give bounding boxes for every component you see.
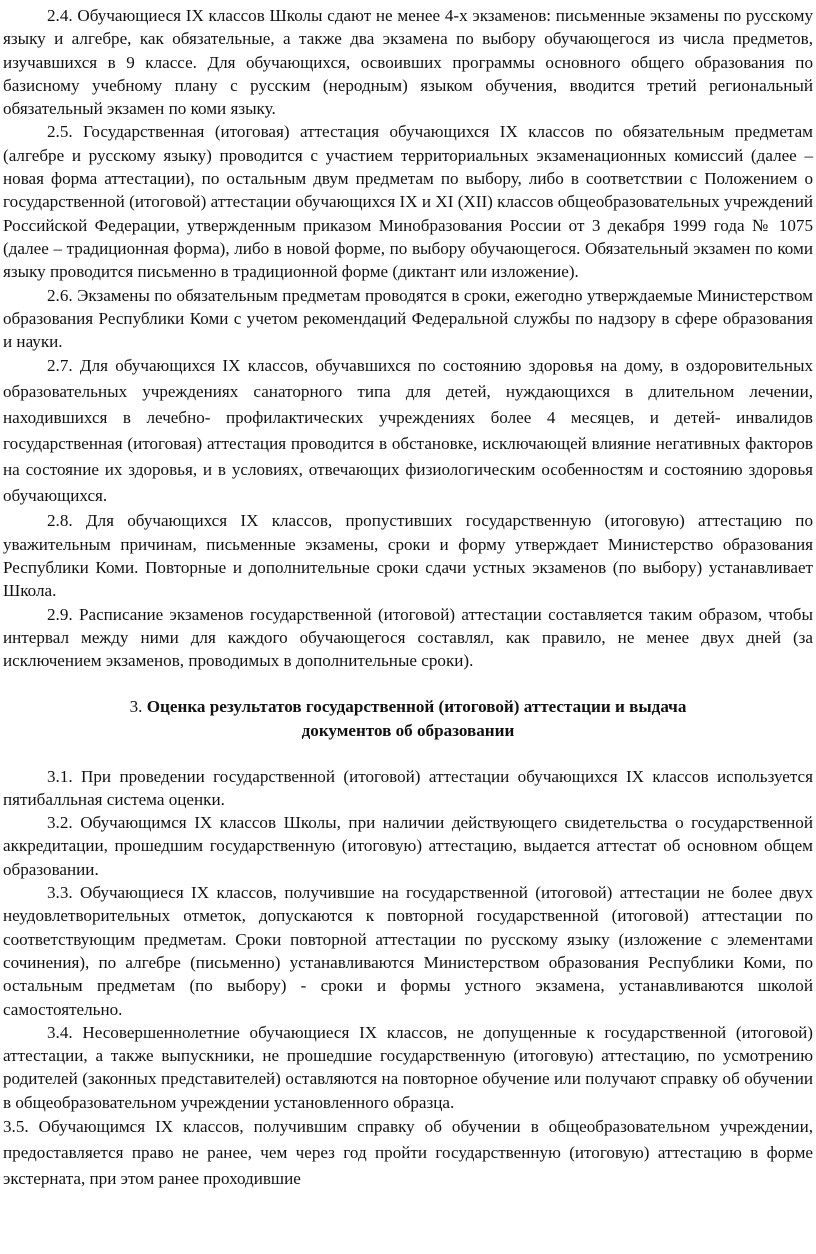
section-3-title-part-2: документов об образовании <box>301 720 515 740</box>
paragraph-3-2: 3.2. Обучающимся IX классов Школы, при наличии действующего свидетельства о государственной аккредитации, прошедшим государственную (итоговую) аттестацию, выдается аттестат об основном общем образовании. <box>3 813 813 879</box>
paragraph-2-4: 2.4. Обучающиеся IX классов Школы сдают не менее 4-х экзаменов: письменные экзамены по русскому языку и алгебре, как обязательные, а также два экзамена по выбору обучающегося из числа предметов, изучавшихся в 9 классе. Для обучающихся, освоивших программы основного общего образования по базисному учебному плану с русским (неродным) языком обучения, вводится третий региональный обязательный экзамен по коми языку. <box>3 6 813 119</box>
paragraph-2-8: 2.8. Для обучающихся IX классов, пропустивших государственную (итоговую) аттестацию по уважительным причинам, письменные экзамены, сроки и форму утверждает Министерство образования Республики Коми. Повторные и дополнительные сроки сдачи устных экзаменов (по выбору) устанавливает Школа. <box>3 511 813 601</box>
section-3-title-part-1: Оценка результатов государственной (итоговой) аттестации и выдача <box>146 696 687 716</box>
paragraph-2-6: 2.6. Экзамены по обязательным предметам проводятся в сроки, ежегодно утверждаемые Министерством образования Республики Коми с учетом рекомендаций Федеральной службы по надзору в сфере образования и науки. <box>3 285 813 352</box>
paragraph-3-1: 3.1. При проведении государственной (итоговой) аттестации обучающихся IX классов используется пятибалльная система оценки. <box>3 766 813 809</box>
section-3-number: 3. <box>129 696 143 716</box>
paragraph-3-4: 3.4. Несовершеннолетние обучающиеся IX классов, не допущенные к государственной (итоговой) аттестации, а также выпускники, не прошедшие государственную (итоговую) аттестацию, по усмотрению родителей (законных представителей) оставляются на повторное обучение или получают справку об обучении в общеобразовательном учреждении установленного образца. <box>3 1022 813 1112</box>
paragraph-2-9: 2.9. Расписание экзаменов государственной (итоговой) аттестации составляется таким образом, чтобы интервал между ними для каждого обучающегося составлял, как правило, не менее двух дней (за исключением экзаменов, проводимых в дополнительные сроки). <box>3 604 813 671</box>
section-3-heading-line-1 <box>3 695 813 719</box>
paragraph-3-3: 3.3. Обучающиеся IX классов, получившие на государственной (итоговой) аттестации не более двух неудовлетворительных отметок, допускаются к повторной государственной (итоговой) аттестации по соответствующим предметам. Сроки повторной аттестации по русскому языку (изложение с элементами сочинения), по алгебре (письменно) устанавливаются Министерством образования Республики Коми, по остальным предметам (по выбору) - сроки и формы устного экзамена, устанавливаются школой самостоятельно. <box>3 883 813 1019</box>
section-3-heading <box>3 673 813 765</box>
paragraph-3-5: 3.5. Обучающимся IX классов, получившим справку об обучении в общеобразовательном учреждении, предоставляется право не ранее, чем через год пройти государственную (итоговую) аттестацию в форме экстерната, при этом ранее проходившие <box>3 1116 813 1188</box>
paragraph-2-7: 2.7. Для обучающихся IX классов, обучавшихся по состоянию здоровья на дому, в оздоровительных образовательных учреждениях санаторного типа для детей, нуждающихся в длительном лечении, находившихся в лечебно- профилактических учреждениях более 4 месяцев, и детей- инвалидов государственная (итоговая) аттестация проводится в обстановке, исключающей влияние негативных факторов на состояние их здоровья, и в условиях, отвечающих физиологическим особенностям и состоянию здоровья обучающихся. <box>3 356 813 506</box>
paragraph-2-5: 2.5. Государственная (итоговая) аттестация обучающихся IX классов по обязательным предметам (алгебре и русскому языку) проводится с участием территориальных экзаменационных комиссий (далее – новая форма аттестации), по остальным двум предметам по выбору, либо в соответствии с Положением о государственной (итоговой) аттестации обучающихся IX и XI (XII) классов общеобразовательных учреждений Российской Федерации, утвержденным приказом Минобразования России от 3 декабря 1999 года № 1075 (далее – традиционная форма), либо в новой форме, по выбору обучающегося. Обязательный экзамен по коми языку проводится письменно в традиционной форме (диктант или изложение). <box>3 122 813 282</box>
